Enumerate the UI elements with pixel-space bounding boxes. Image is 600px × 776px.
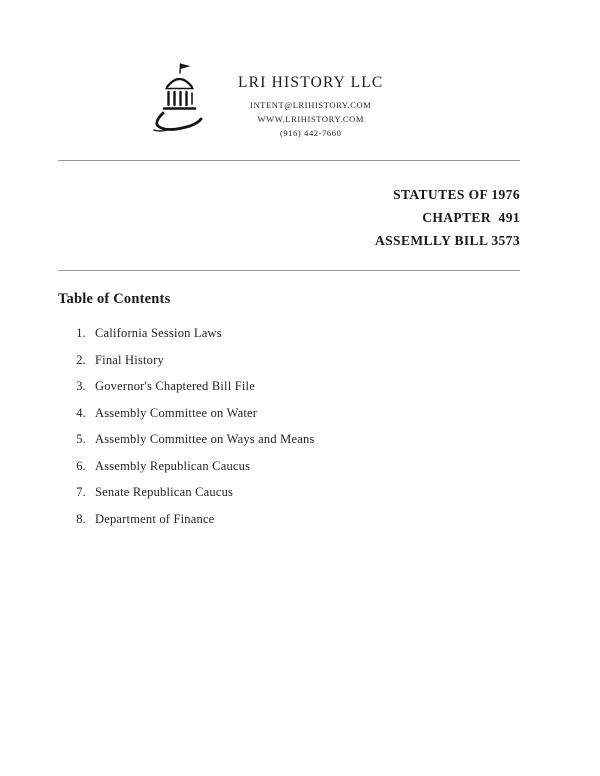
toc-item-label: Assembly Committee on Ways and Means	[95, 432, 315, 446]
company-name: LRI HISTORY LLC	[238, 74, 384, 91]
toc-item	[70, 326, 520, 341]
toc-item-number: 5.	[76, 432, 86, 446]
phone-text: (916) 442-7660	[279, 128, 342, 139]
toc-item-number: 1.	[76, 326, 86, 340]
toc-list	[70, 326, 520, 527]
toc-item-label: Final History	[95, 352, 164, 367]
chapter-line: CHAPTER 491	[422, 210, 520, 225]
toc-item-number: 7.	[76, 485, 86, 499]
letterhead-text	[238, 58, 383, 140]
toc-item	[70, 512, 520, 527]
toc-item-number: 8.	[76, 511, 86, 526]
bill-line: ASSEMLLY BILL 3573	[374, 233, 520, 248]
toc-item	[70, 379, 520, 394]
toc-item-number: 3.	[76, 379, 86, 393]
toc-item-label: Governor's Chaptered Bill File	[95, 379, 255, 393]
toc-item	[70, 459, 520, 474]
toc-item-label: Assembly Republican Caucus	[95, 458, 251, 473]
toc-item	[70, 406, 520, 421]
toc-item-number: 2.	[76, 352, 86, 367]
capitol-logo-icon	[146, 60, 208, 140]
toc-item	[70, 485, 520, 500]
toc-item-label: California Session Laws	[95, 326, 222, 340]
toc-item-label: Senate Republican Caucus	[95, 485, 234, 499]
toc-item-number: 4.	[76, 405, 86, 420]
email-text: INTENT@LRIHISTORY.COM	[250, 100, 372, 110]
toc-item	[70, 353, 520, 368]
toc-title: Table of Contents	[58, 291, 171, 307]
toc-item-label: Department of Finance	[95, 511, 215, 526]
toc-item	[70, 432, 520, 447]
letterhead	[146, 58, 520, 150]
toc-item-number: 6.	[76, 458, 86, 473]
toc-item-label: Assembly Committee on Water	[95, 405, 258, 420]
divider-bottom	[58, 270, 520, 271]
website-text: WWW.LRIHISTORY.COM	[257, 114, 364, 125]
document-id-block	[58, 161, 520, 270]
statutes-line: STATUTES OF 1976	[393, 187, 520, 202]
